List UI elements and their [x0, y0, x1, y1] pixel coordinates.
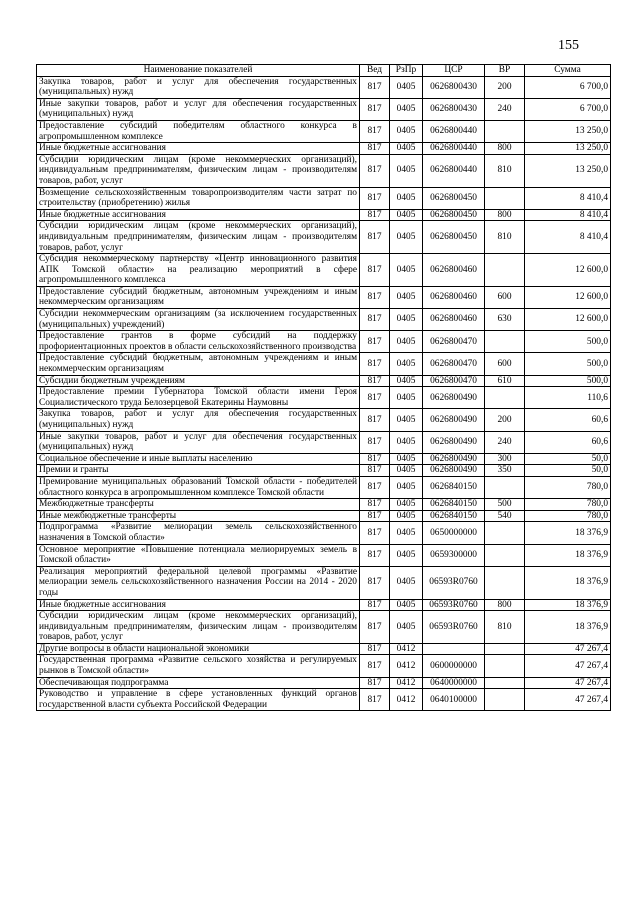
- cell-vr: 630: [485, 309, 525, 331]
- cell-ved: 817: [360, 465, 390, 477]
- cell-name: Социальное обеспечение и иные выплаты населению: [37, 453, 360, 465]
- cell-rzpr: 0412: [390, 655, 423, 677]
- cell-csr: 0626800450: [423, 209, 485, 221]
- cell-csr: 0640000000: [423, 677, 485, 689]
- cell-ved: 817: [360, 120, 390, 142]
- cell-sum: 12 600,0: [525, 286, 611, 308]
- cell-csr: 0626800470: [423, 353, 485, 375]
- cell-vr: 810: [485, 611, 525, 644]
- cell-name: Предоставление субсидий бюджетным, автономным учреждениям и иным некоммерческим организациям: [37, 286, 360, 308]
- cell-name: Реализация мероприятий федеральной целевой программы «Развитие мелиорации земель сельскохозяйственного назначения России на 2014 - 2020 годы: [37, 566, 360, 599]
- cell-vr: 540: [485, 510, 525, 522]
- budget-table: [36, 64, 611, 711]
- cell-vr: [485, 544, 525, 566]
- cell-csr: 0626800430: [423, 76, 485, 98]
- cell-ved: 817: [360, 387, 390, 409]
- cell-rzpr: 0412: [390, 677, 423, 689]
- cell-ved: 817: [360, 286, 390, 308]
- cell-rzpr: 0412: [390, 689, 423, 711]
- cell-sum: 12 600,0: [525, 309, 611, 331]
- cell-rzpr: 0405: [390, 387, 423, 409]
- cell-vr: [485, 120, 525, 142]
- cell-csr: 0626800490: [423, 431, 485, 453]
- table-row: [37, 643, 611, 655]
- table-row: [37, 465, 611, 477]
- cell-ved: 817: [360, 98, 390, 120]
- cell-sum: 18 376,9: [525, 522, 611, 544]
- cell-vr: [485, 522, 525, 544]
- cell-sum: 18 376,9: [525, 599, 611, 611]
- cell-vr: [485, 643, 525, 655]
- cell-rzpr: 0405: [390, 599, 423, 611]
- cell-sum: 8 410,4: [525, 209, 611, 221]
- cell-sum: 8 410,4: [525, 187, 611, 209]
- cell-ved: 817: [360, 453, 390, 465]
- cell-name: Предоставление грантов в форме субсидий на поддержку профориентационных проектов в области сельскохозяйственного производства: [37, 331, 360, 353]
- cell-vr: [485, 566, 525, 599]
- cell-csr: 0626800430: [423, 98, 485, 120]
- cell-vr: 810: [485, 154, 525, 187]
- cell-csr: 0659300000: [423, 544, 485, 566]
- cell-rzpr: 0405: [390, 331, 423, 353]
- cell-csr: 0626800490: [423, 465, 485, 477]
- cell-vr: 200: [485, 76, 525, 98]
- cell-vr: [485, 476, 525, 498]
- cell-csr: 0626800460: [423, 254, 485, 287]
- cell-rzpr: 0405: [390, 254, 423, 287]
- cell-name: Предоставление субсидий победителям областного конкурса в агропромышленном комплексе: [37, 120, 360, 142]
- cell-vr: [485, 689, 525, 711]
- cell-sum: 6 700,0: [525, 98, 611, 120]
- cell-sum: 780,0: [525, 476, 611, 498]
- table-row: [37, 309, 611, 331]
- cell-name: Иные межбюджетные трансферты: [37, 510, 360, 522]
- cell-ved: 817: [360, 409, 390, 431]
- cell-csr: 0626800440: [423, 143, 485, 155]
- cell-sum: 8 410,4: [525, 221, 611, 254]
- cell-vr: 600: [485, 353, 525, 375]
- cell-rzpr: 0405: [390, 431, 423, 453]
- header-ved: Вед: [360, 65, 390, 77]
- header-sum: Сумма: [525, 65, 611, 77]
- cell-name: Иные закупки товаров, работ и услуг для обеспечения государственных (муниципальных) нужд: [37, 98, 360, 120]
- table-row: [37, 499, 611, 511]
- cell-sum: 18 376,9: [525, 566, 611, 599]
- cell-rzpr: 0405: [390, 154, 423, 187]
- cell-csr: 0626800440: [423, 154, 485, 187]
- cell-sum: 47 267,4: [525, 689, 611, 711]
- cell-vr: [485, 387, 525, 409]
- cell-name: Иные закупки товаров, работ и услуг для обеспечения государственных (муниципальных) нужд: [37, 431, 360, 453]
- table-row: [37, 331, 611, 353]
- cell-name: Другие вопросы в области национальной экономики: [37, 643, 360, 655]
- cell-ved: 817: [360, 522, 390, 544]
- cell-vr: 350: [485, 465, 525, 477]
- cell-sum: 60,6: [525, 409, 611, 431]
- cell-vr: [485, 331, 525, 353]
- header-name: Наименование показателей: [37, 65, 360, 77]
- cell-ved: 817: [360, 566, 390, 599]
- cell-sum: 500,0: [525, 331, 611, 353]
- cell-name: Межбюджетные трансферты: [37, 499, 360, 511]
- cell-csr: 06593R0760: [423, 611, 485, 644]
- cell-ved: 817: [360, 143, 390, 155]
- cell-csr: 0626800440: [423, 120, 485, 142]
- cell-ved: 817: [360, 643, 390, 655]
- cell-csr: 0626840150: [423, 476, 485, 498]
- cell-ved: 817: [360, 154, 390, 187]
- cell-rzpr: 0405: [390, 611, 423, 644]
- cell-csr: 06593R0760: [423, 566, 485, 599]
- table-row: [37, 544, 611, 566]
- cell-rzpr: 0405: [390, 522, 423, 544]
- cell-rzpr: 0405: [390, 453, 423, 465]
- cell-vr: 500: [485, 499, 525, 511]
- cell-sum: 50,0: [525, 465, 611, 477]
- cell-ved: 817: [360, 221, 390, 254]
- cell-csr: 0626800450: [423, 221, 485, 254]
- cell-vr: [485, 254, 525, 287]
- table-row: [37, 611, 611, 644]
- cell-name: Государственная программа «Развитие сельского хозяйства и регулируемых рынков в Томской области»: [37, 655, 360, 677]
- cell-name: Возмещение сельскохозяйственным товаропроизводителям части затрат по строительству (приобретению) жилья: [37, 187, 360, 209]
- cell-rzpr: 0405: [390, 476, 423, 498]
- cell-ved: 817: [360, 187, 390, 209]
- cell-ved: 817: [360, 499, 390, 511]
- cell-csr: 0626840150: [423, 510, 485, 522]
- cell-name: Обеспечивающая подпрограмма: [37, 677, 360, 689]
- cell-csr: 0640100000: [423, 689, 485, 711]
- cell-ved: 817: [360, 375, 390, 387]
- table-row: [37, 677, 611, 689]
- cell-csr: 0626800460: [423, 286, 485, 308]
- cell-ved: 817: [360, 689, 390, 711]
- cell-name: Основное мероприятие «Повышение потенциала мелиорируемых земель в Томской области»: [37, 544, 360, 566]
- cell-name: Иные бюджетные ассигнования: [37, 209, 360, 221]
- cell-ved: 817: [360, 599, 390, 611]
- cell-sum: 18 376,9: [525, 544, 611, 566]
- cell-csr: 0626800490: [423, 453, 485, 465]
- cell-csr: 0626800490: [423, 409, 485, 431]
- header-vr: ВР: [485, 65, 525, 77]
- cell-name: Субсидии юридическим лицам (кроме некоммерческих организаций), индивидуальным предпринимателям, физическим лицам - производителям товаров, работ, услуг: [37, 611, 360, 644]
- table-row: [37, 431, 611, 453]
- cell-name: Закупка товаров, работ и услуг для обеспечения государственных (муниципальных) нужд: [37, 76, 360, 98]
- cell-name: Закупка товаров, работ и услуг для обеспечения государственных (муниципальных) нужд: [37, 409, 360, 431]
- cell-csr: 0626800450: [423, 187, 485, 209]
- table-row: [37, 476, 611, 498]
- cell-csr: 0626800490: [423, 387, 485, 409]
- cell-rzpr: 0405: [390, 187, 423, 209]
- cell-sum: 18 376,9: [525, 611, 611, 644]
- header-rzpr: РзПр: [390, 65, 423, 77]
- table-row: [37, 120, 611, 142]
- cell-sum: 13 250,0: [525, 143, 611, 155]
- table-row: [37, 98, 611, 120]
- cell-sum: 47 267,4: [525, 655, 611, 677]
- cell-rzpr: 0405: [390, 286, 423, 308]
- cell-name: Субсидии юридическим лицам (кроме некоммерческих организаций), индивидуальным предпринимателям, физическим лицам - производителям товаров, работ, услуг: [37, 221, 360, 254]
- table-row: [37, 453, 611, 465]
- cell-sum: 50,0: [525, 453, 611, 465]
- cell-rzpr: 0412: [390, 643, 423, 655]
- cell-vr: 240: [485, 431, 525, 453]
- cell-sum: 13 250,0: [525, 154, 611, 187]
- cell-ved: 817: [360, 209, 390, 221]
- cell-ved: 817: [360, 254, 390, 287]
- table-row: [37, 221, 611, 254]
- table-body: [37, 76, 611, 711]
- cell-vr: [485, 187, 525, 209]
- cell-ved: 817: [360, 544, 390, 566]
- cell-vr: [485, 655, 525, 677]
- cell-name: Предоставление субсидий бюджетным, автономным учреждениям и иным некоммерческим организациям: [37, 353, 360, 375]
- cell-name: Премии и гранты: [37, 465, 360, 477]
- cell-rzpr: 0405: [390, 544, 423, 566]
- cell-ved: 817: [360, 331, 390, 353]
- table-row: [37, 655, 611, 677]
- cell-rzpr: 0405: [390, 510, 423, 522]
- cell-rzpr: 0405: [390, 566, 423, 599]
- cell-rzpr: 0405: [390, 409, 423, 431]
- cell-rzpr: 0405: [390, 353, 423, 375]
- cell-csr: 0626840150: [423, 499, 485, 511]
- cell-csr: 06593R0760: [423, 599, 485, 611]
- table-row: [37, 566, 611, 599]
- cell-csr: 0626800470: [423, 331, 485, 353]
- cell-ved: 817: [360, 611, 390, 644]
- cell-ved: 817: [360, 677, 390, 689]
- cell-ved: 817: [360, 476, 390, 498]
- cell-ved: 817: [360, 655, 390, 677]
- cell-rzpr: 0405: [390, 98, 423, 120]
- cell-sum: 780,0: [525, 499, 611, 511]
- table-row: [37, 689, 611, 711]
- cell-vr: 300: [485, 453, 525, 465]
- cell-sum: 47 267,4: [525, 677, 611, 689]
- table-row: [37, 409, 611, 431]
- cell-sum: 110,6: [525, 387, 611, 409]
- cell-name: Субсидия некоммерческому партнерству «Центр инновационного развития АПК Томской области» на реализацию мероприятий в сфере агропромышленного комплекса: [37, 254, 360, 287]
- cell-sum: 47 267,4: [525, 643, 611, 655]
- cell-rzpr: 0405: [390, 76, 423, 98]
- table-row: [37, 375, 611, 387]
- cell-name: Подпрограмма «Развитие мелиорации земель сельскохозяйственного назначения в Томской области»: [37, 522, 360, 544]
- cell-rzpr: 0405: [390, 209, 423, 221]
- cell-sum: 780,0: [525, 510, 611, 522]
- cell-csr: [423, 643, 485, 655]
- cell-sum: 12 600,0: [525, 254, 611, 287]
- cell-rzpr: 0405: [390, 499, 423, 511]
- cell-name: Иные бюджетные ассигнования: [37, 143, 360, 155]
- page-number: 155: [558, 38, 579, 53]
- cell-csr: 0626800460: [423, 309, 485, 331]
- table-row: [37, 143, 611, 155]
- cell-sum: 13 250,0: [525, 120, 611, 142]
- cell-vr: 240: [485, 98, 525, 120]
- table-row: [37, 187, 611, 209]
- cell-ved: 817: [360, 353, 390, 375]
- cell-vr: 800: [485, 599, 525, 611]
- cell-vr: 800: [485, 143, 525, 155]
- table-row: [37, 76, 611, 98]
- cell-name: Субсидии юридическим лицам (кроме некоммерческих организаций), индивидуальным предпринимателям, физическим лицам - производителям товаров, работ, услуг: [37, 154, 360, 187]
- header-csr: ЦСР: [423, 65, 485, 77]
- cell-vr: [485, 677, 525, 689]
- cell-ved: 817: [360, 76, 390, 98]
- cell-rzpr: 0405: [390, 465, 423, 477]
- cell-name: Субсидии бюджетным учреждениям: [37, 375, 360, 387]
- table-row: [37, 599, 611, 611]
- cell-vr: 610: [485, 375, 525, 387]
- table-header-row: [37, 65, 611, 77]
- cell-ved: 817: [360, 510, 390, 522]
- cell-csr: 0626800470: [423, 375, 485, 387]
- cell-rzpr: 0405: [390, 309, 423, 331]
- cell-vr: 200: [485, 409, 525, 431]
- cell-sum: 500,0: [525, 353, 611, 375]
- cell-rzpr: 0405: [390, 375, 423, 387]
- cell-name: Предоставление премии Губернатора Томской области имени Героя Социалистического труда Белозерцевой Екатерины Наумовны: [37, 387, 360, 409]
- table-row: [37, 254, 611, 287]
- cell-sum: 60,6: [525, 431, 611, 453]
- cell-csr: 0600000000: [423, 655, 485, 677]
- cell-sum: 500,0: [525, 375, 611, 387]
- cell-name: Премирование муниципальных образований Томской области - победителей областного конкурса в агропромышленном комплексе Томской области: [37, 476, 360, 498]
- table-row: [37, 387, 611, 409]
- table-row: [37, 353, 611, 375]
- cell-vr: 800: [485, 209, 525, 221]
- cell-ved: 817: [360, 431, 390, 453]
- cell-vr: 600: [485, 286, 525, 308]
- cell-ved: 817: [360, 309, 390, 331]
- cell-vr: 810: [485, 221, 525, 254]
- cell-sum: 6 700,0: [525, 76, 611, 98]
- cell-csr: 0650000000: [423, 522, 485, 544]
- cell-rzpr: 0405: [390, 143, 423, 155]
- table-row: [37, 510, 611, 522]
- cell-rzpr: 0405: [390, 221, 423, 254]
- table-row: [37, 154, 611, 187]
- table-row: [37, 522, 611, 544]
- cell-name: Руководство и управление в сфере установленных функций органов государственной власти субъекта Российской Федерации: [37, 689, 360, 711]
- cell-name: Иные бюджетные ассигнования: [37, 599, 360, 611]
- table-row: [37, 209, 611, 221]
- cell-name: Субсидии некоммерческим организациям (за исключением государственных (муниципальных) учреждений): [37, 309, 360, 331]
- table-row: [37, 286, 611, 308]
- cell-rzpr: 0405: [390, 120, 423, 142]
